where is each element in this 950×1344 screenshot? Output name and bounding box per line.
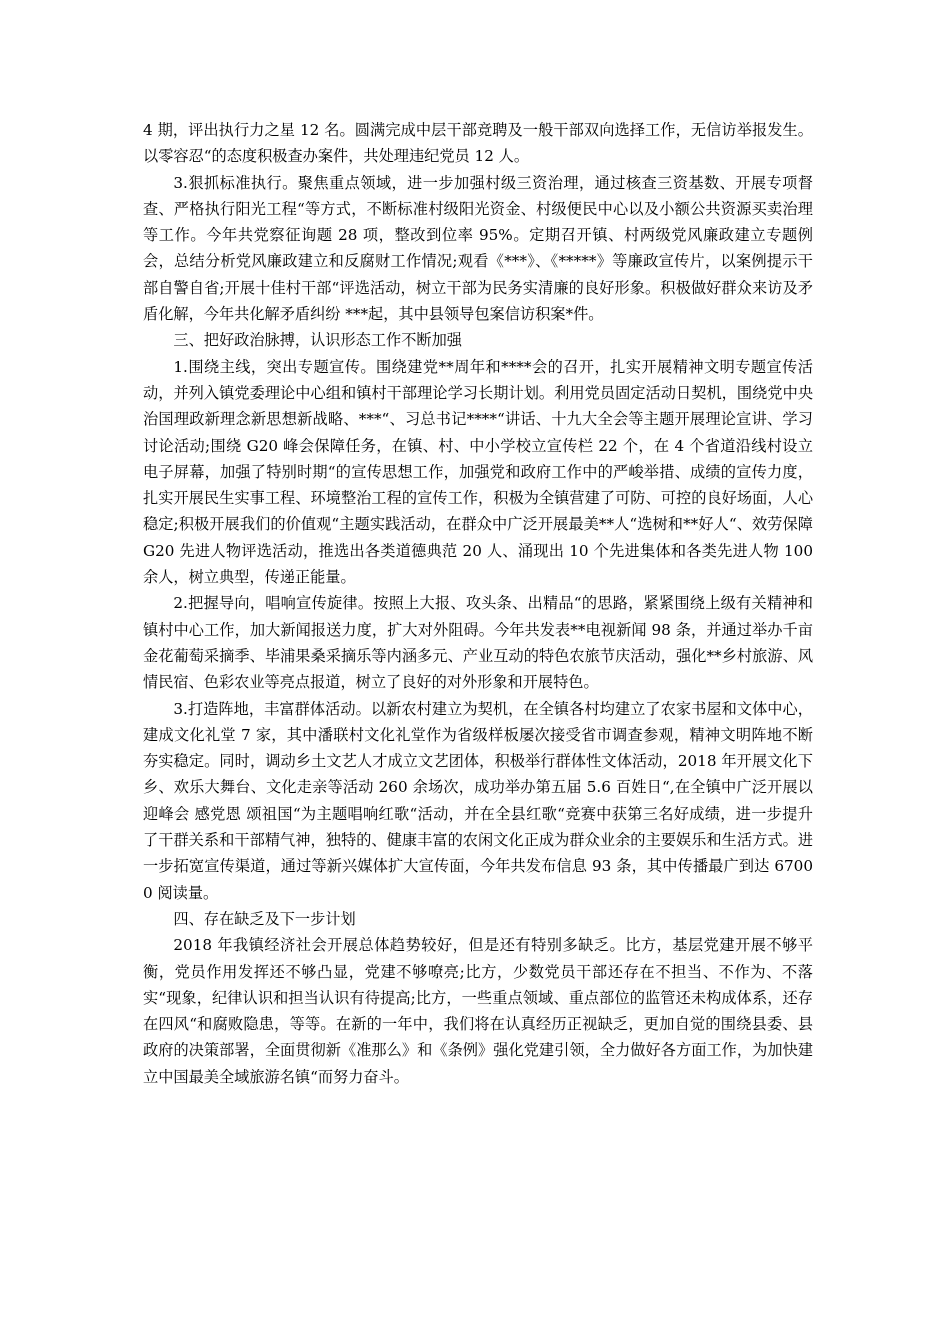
paragraph-2: 3.狠抓标准执行。聚焦重点领域，进一步加强村级三资治理，通过核查三资基数、开展专项督查、严格执行阳光工程“等方式，不断标准村级阳光资金、村级便民中心以及小额公共资源买卖治理等工作。今年共党察征询题 28 项，整改到位率 95%。定期召开镇、村两级党风廉政建立专题例会，总结分析党风廉政建立和反腐财工作情况;观看《***》、《*****》等廉政宣传片，以案例提示干部自警自省;开展十佳村干部“评选活动，树立干部为民务实清廉的良好形象。积极做好群众来访及矛盾化解，今年共化解矛盾纠纷 ***起，其中县领导包案信访积案*件。 — [143, 173, 813, 324]
section-heading-4: 四、存在缺乏及下一步计划 — [173, 909, 356, 928]
paragraph-4: 2.把握导向，唱响宣传旋律。按照上大报、攻头条、出精品“的思路，紧紧围绕上级有关精神和镇村中心工作，加大新闻报送力度，扩大对外阻碍。今年共发表**电视新闻 98 条，并通过举办千亩金花葡萄采摘季、毕浦果桑采摘乐等内涵多元、产业互动的特色农旅节庆活动，强化**乡村旅游、风情民宿、色彩农业等亮点报道，树立了良好的对外形象和开展特色。 — [143, 594, 813, 692]
paragraph-3: 1.围绕主线，突出专题宣传。围绕建党**周年和****会的召开，扎实开展精神文明专题宣传活动，并列入镇党委理论中心组和镇村干部理论学习长期计划。利用党员固定活动日契机，围绕党中央治国理政新理念新思想新战略、***“、习总书记****“讲话、十九大全会等主题开展理论宣讲、学习讨论活动;围绕 G20 峰会保障任务，在镇、村、中小学校立宣传栏 22 个，在 4 个省道沿线村设立电子屏幕，加强了特别时期“的宣传思想工作，加强党和政府工作中的严峻举措、成绩的宣传力度，扎实开展民生实事工程、环境整治工程的宣传工作，积极为全镇营建了可防、可控的良好场面，人心稳定;积极开展我们的价值观“主题实践活动，在群众中广泛开展最美**人“选树和**好人“、效劳保障 G20 先进人物评选活动，推选出各类道德典范 20 人、涌现出 10 个先进集体和各类先进人物 100 余人，树立典型，传递正能量。 — [143, 357, 813, 587]
document-page — [143, 117, 813, 1090]
paragraph-1: 4 期，评出执行力之星 12 名。圆满完成中层干部竞聘及一般干部双向选择工作，无信访举报发生。以零容忍“的态度积极查办案件，共处理违纪党员 12 人。 — [143, 121, 813, 166]
section-heading-3: 三、把好政治脉搏，认识形态工作不断加强 — [173, 331, 462, 350]
paragraph-6: 2018 年我镇经济社会开展总体趋势较好，但是还有特别多缺乏。比方，基层党建开展不够平衡，党员作用发挥还不够凸显，党建不够嘹亮;比方，少数党员干部还存在不担当、不作为、不落实“现象，纪律认识和担当认识有待提高;比方，一些重点领域、重点部位的监管还未构成体系，还存在四风“和腐败隐患，等等。在新的一年中，我们将在认真经历正视缺乏，更加自觉的围绕县委、县政府的决策部署，全面贯彻新《准那么》和《条例》强化党建引领，全力做好各方面工作，为加快建立中国最美全域旅游名镇“而努力奋斗。 — [143, 936, 813, 1086]
paragraph-5: 3.打造阵地，丰富群体活动。以新农村建立为契机，在全镇各村均建立了农家书屋和文体中心，建成文化礼堂 7 家，其中潘联村文化礼堂作为省级样板屡次接受省市调查参观，精神文明阵地不断夯实稳定。同时，调动乡土文艺人才成立文艺团体，积极举行群体性文体活动，2018 年开展文化下乡、欢乐大舞台、文化走亲等活动 260 余场次，成功举办第五届 5.6 百姓日“,在全镇中广泛开展以迎峰会 感党恩 颂祖国“为主题唱响红歌“活动，并在全县红歌“竞赛中获第三名好成绩，进一步提升了干群关系和干部精气神，独特的、健康丰富的农闲文化正成为群众业余的主要娱乐和生活方式。进一步拓宽宣传渠道，通过等新兴媒体扩大宣传面，今年共发布信息 93 条，其中传播最广到达 67000 阅读量。 — [143, 699, 813, 902]
